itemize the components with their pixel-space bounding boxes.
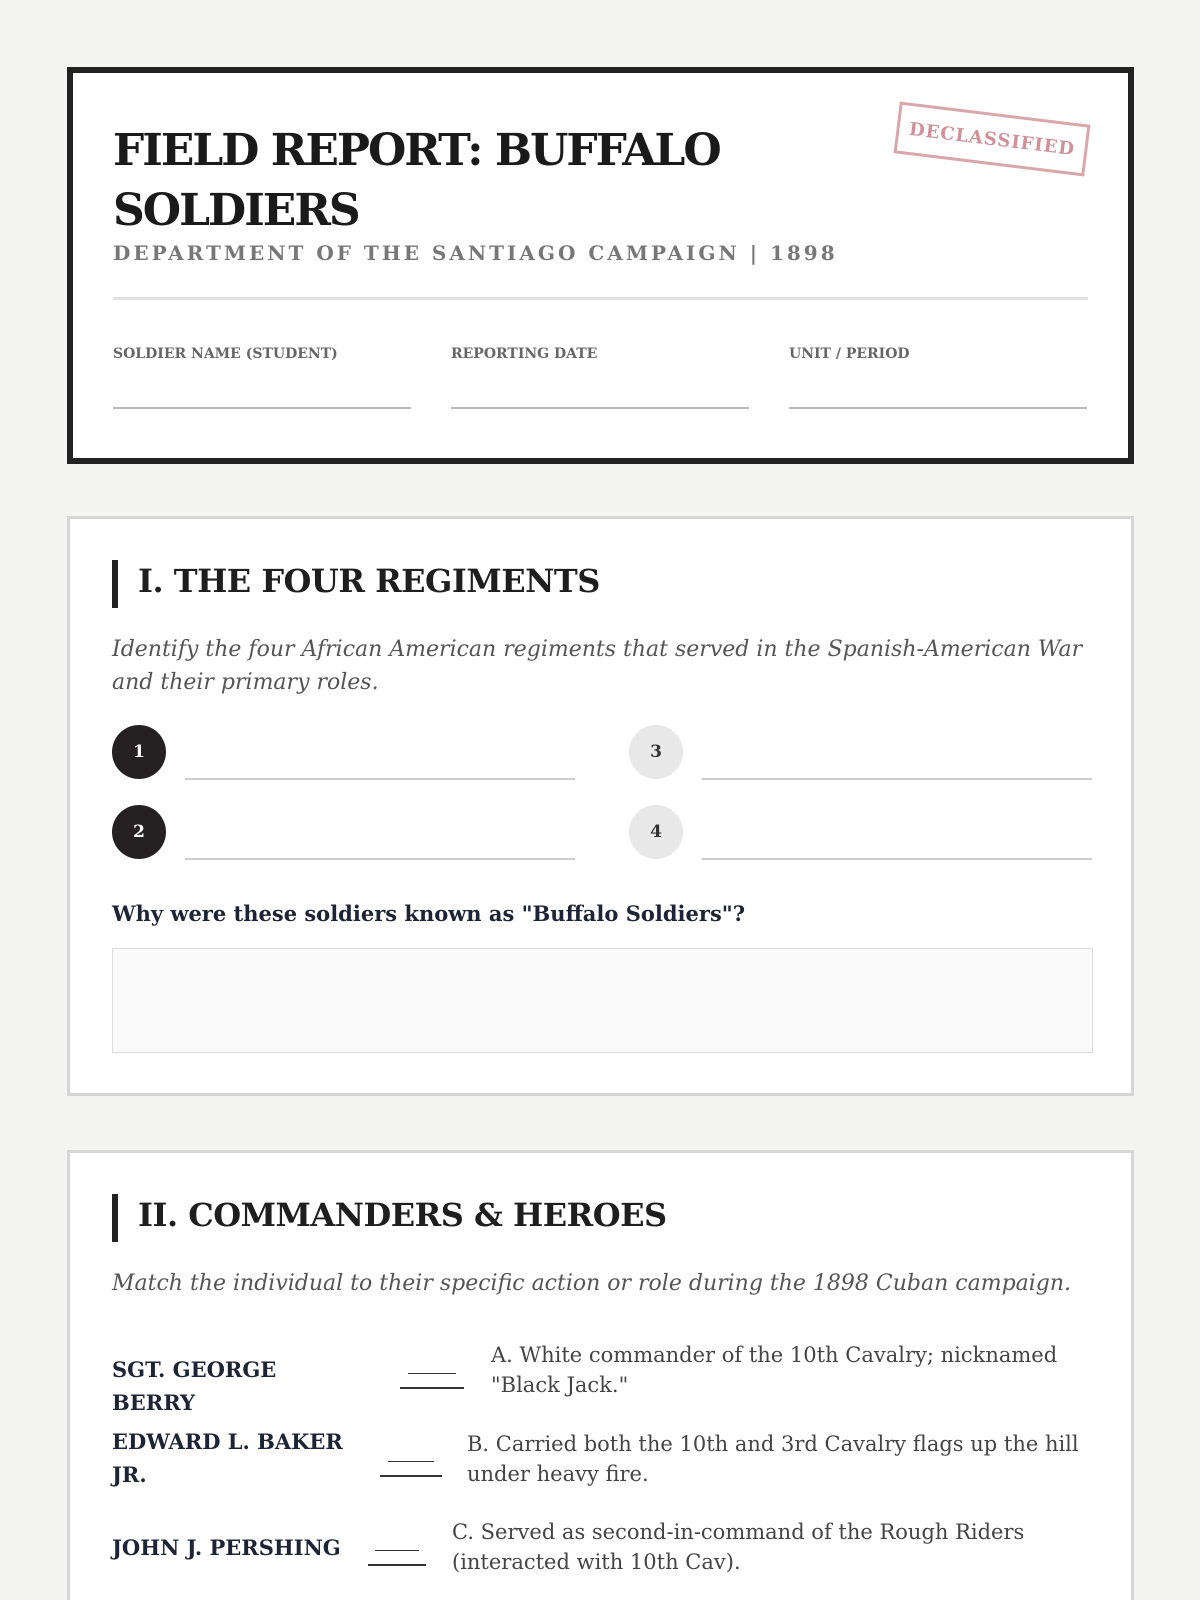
section-title-commanders: II. COMMANDERS & HEROES [138,1196,667,1234]
reporting-date-input-line[interactable] [451,407,749,409]
match-name-pershing: JOHN J. PERSHING [112,1535,341,1560]
regiment-answer-line-2[interactable] [185,858,575,860]
section-title-regiments: I. THE FOUR REGIMENTS [138,562,600,600]
field-unit-period [789,343,1087,409]
regiment-number-3: 3 [629,725,683,779]
section-commanders-heroes [67,1150,1134,1600]
report-subtitle: DEPARTMENT OF THE SANTIAGO CAMPAIGN | 1898 [113,241,838,265]
section-instructions-commanders: Match the individual to their specific action or role during the 1898 Cuban campaign. [112,1271,1072,1296]
section-accent-bar [112,560,118,608]
match-name-berry: SGT. GEORGE BERRY [112,1357,277,1415]
report-title: FIELD REPORT: BUFFALO SOLDIERS [113,125,720,236]
field-label-soldier-name: SOLDIER NAME (STUDENT) [113,346,338,362]
report-header-card [67,67,1134,464]
buffalo-soldiers-question: Why were these soldiers known as "Buffalo Soldiers"? [112,901,746,926]
regiment-number-1: 1 [112,725,166,779]
field-reporting-date [451,343,749,409]
regiment-answer-line-1[interactable] [185,778,575,780]
field-soldier-name [113,343,411,409]
regiment-number-4: 4 [629,805,683,859]
regiment-number-2: 2 [112,805,166,859]
soldier-name-input-line[interactable] [113,407,411,409]
header-divider [113,297,1088,300]
match-desc-b: B. Carried both the 10th and 3rd Cavalry flags up the hill under heavy fire. [467,1432,1079,1486]
section-instructions-regiments: Identify the four African American regiments that served in the Spanish-American War and their primary roles. [112,637,1083,695]
regiment-answer-line-4[interactable] [702,858,1092,860]
match-blank-baker[interactable] [380,1461,442,1477]
match-blank-pershing[interactable] [368,1550,426,1566]
section-four-regiments [67,516,1134,1096]
match-blank-berry[interactable] [400,1373,464,1389]
buffalo-soldiers-answer-box[interactable] [112,948,1093,1053]
match-desc-a: A. White commander of the 10th Cavalry; nicknamed "Black Jack." [491,1343,1058,1397]
match-desc-c: C. Served as second-in-command of the Rough Riders (interacted with 10th Cav). [452,1520,1025,1574]
regiment-answer-line-3[interactable] [702,778,1092,780]
unit-period-input-line[interactable] [789,407,1087,409]
field-label-reporting-date: REPORTING DATE [451,346,598,362]
section-accent-bar [112,1194,118,1242]
declassified-stamp: DECLASSIFIED [894,101,1091,176]
field-label-unit-period: UNIT / PERIOD [789,346,910,362]
match-name-baker: EDWARD L. BAKER JR. [112,1429,343,1487]
